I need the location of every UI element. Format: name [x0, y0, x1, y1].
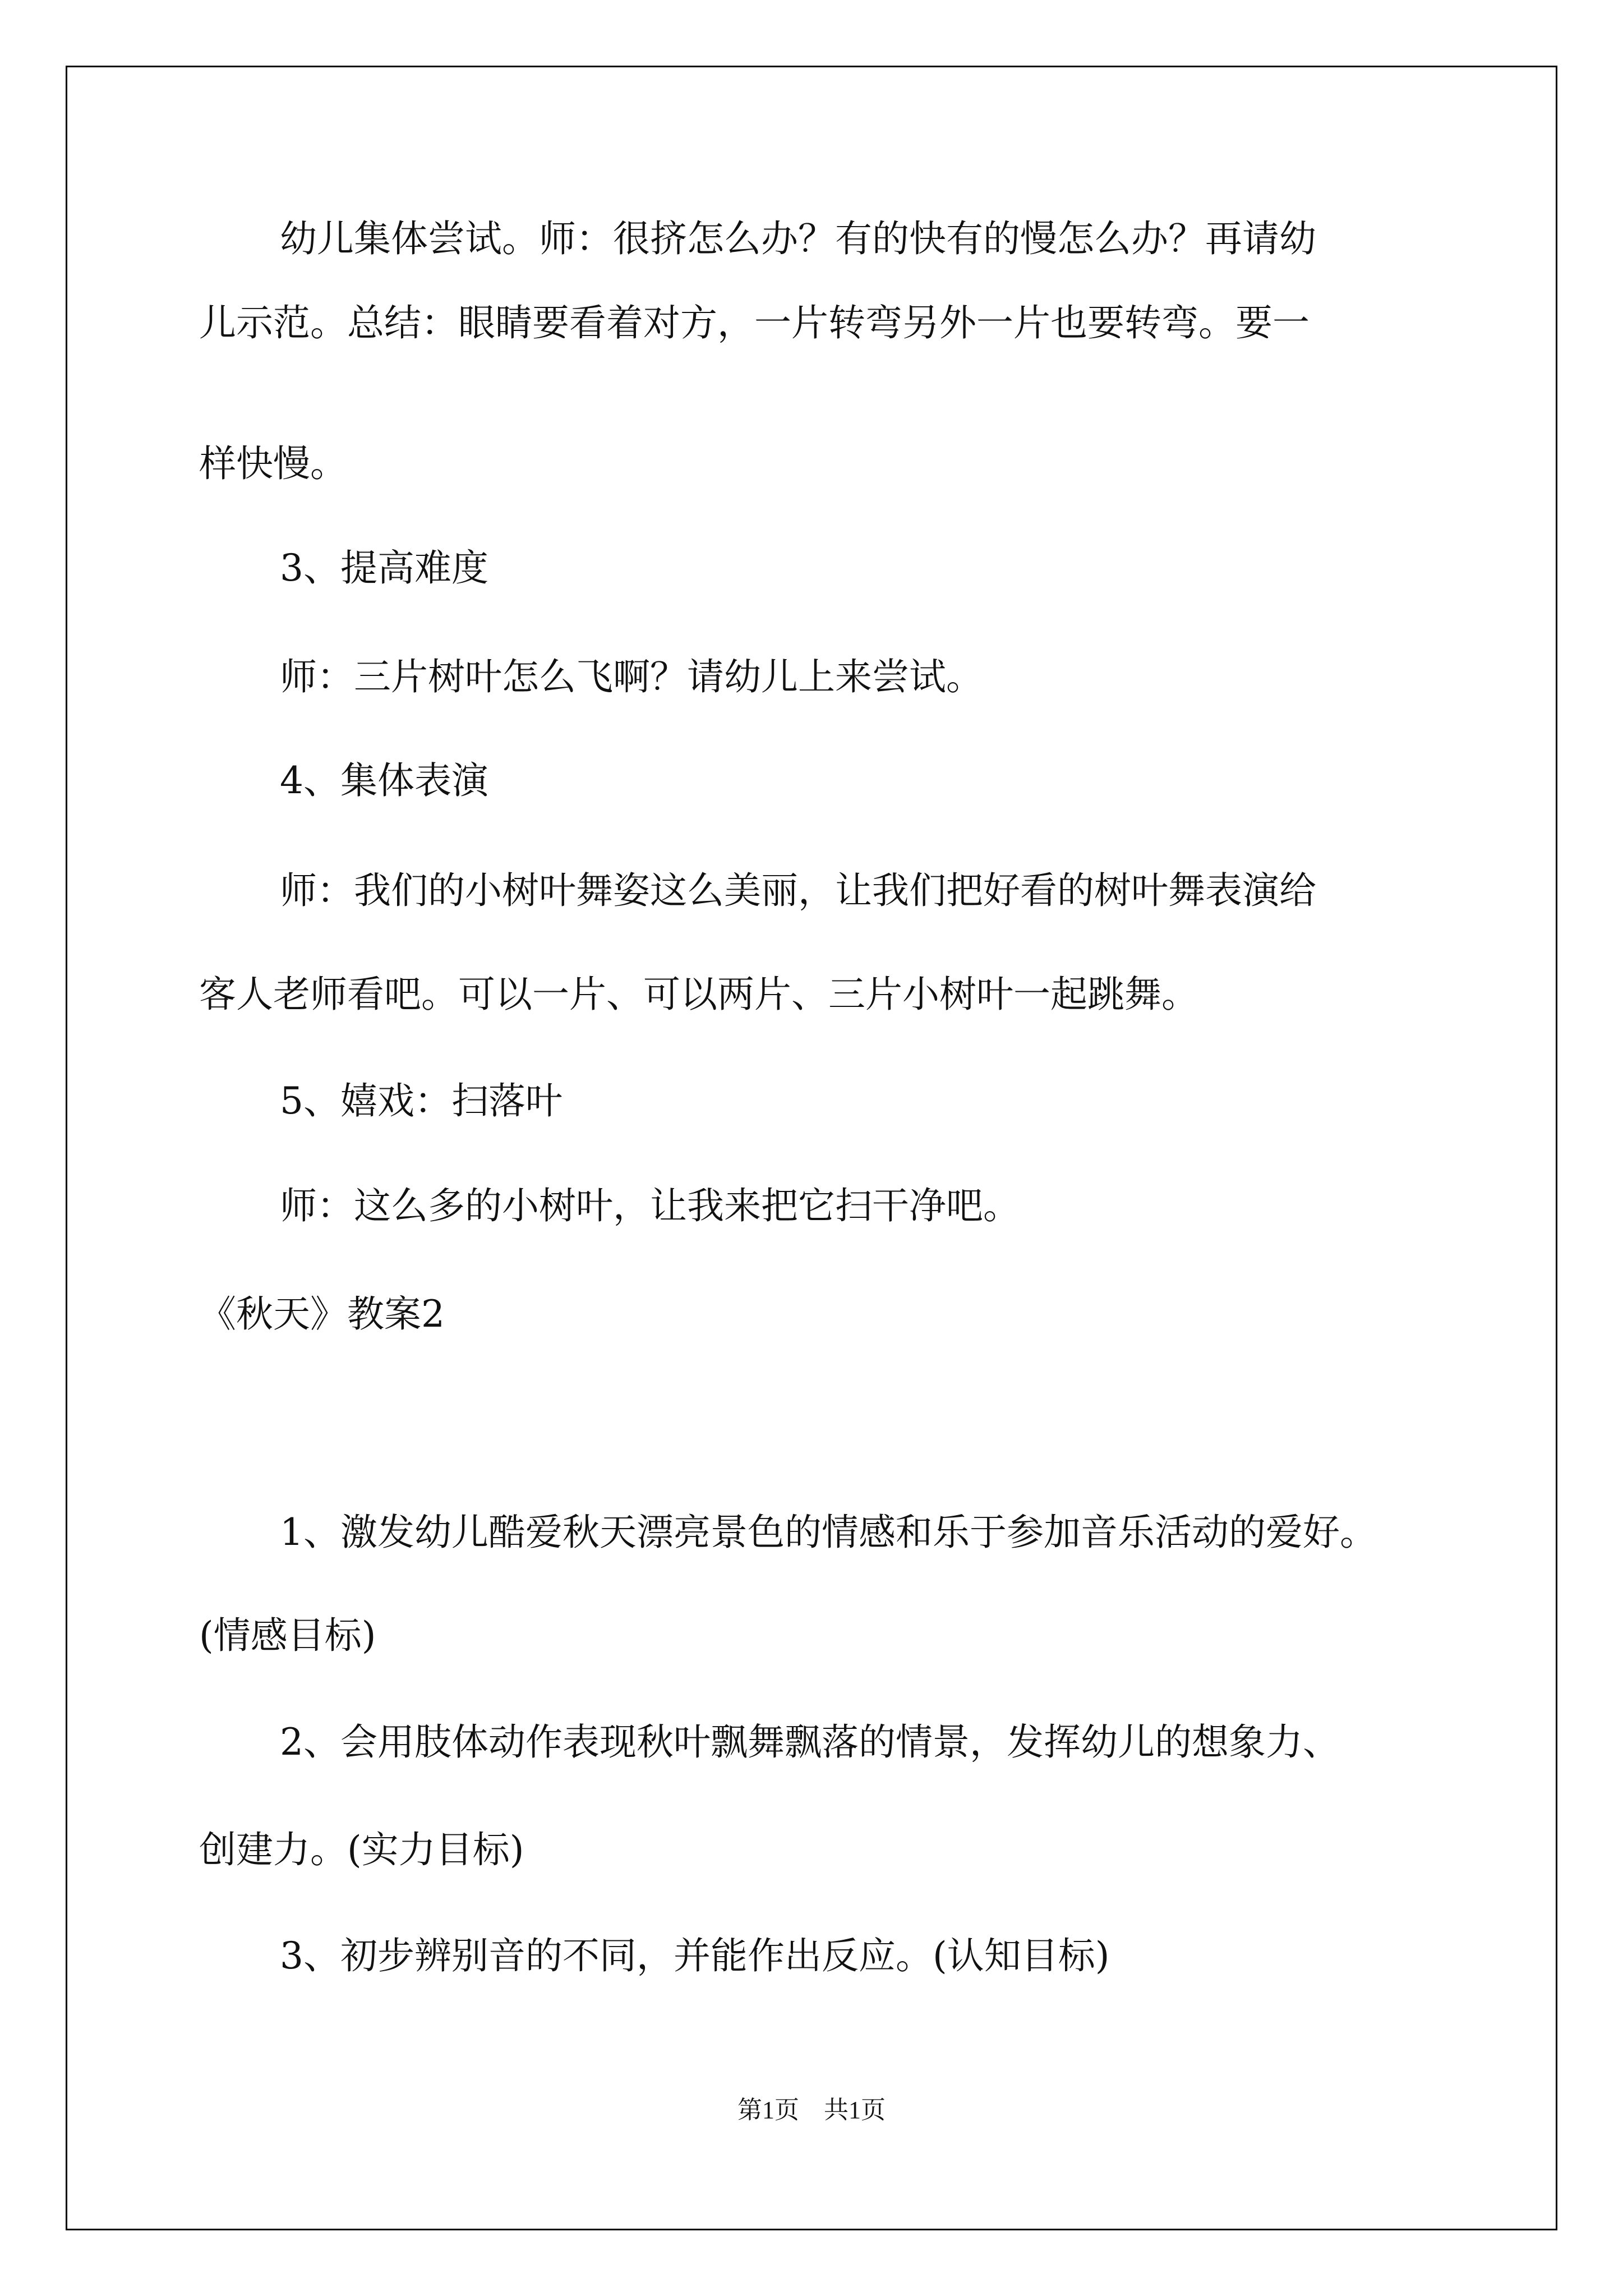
paragraph-line: 师：三片树叶怎么飞啊？请幼儿上来尝试。 — [280, 655, 983, 698]
section-heading: 5、嬉戏：扫落叶 — [280, 1079, 562, 1122]
page-footer: 第1页 共1页 — [737, 2096, 886, 2124]
paragraph-line: 3、初步辨别音的不同，并能作出反应。(认知目标) — [280, 1934, 1110, 1977]
section-heading: 3、提高难度 — [280, 546, 488, 590]
paragraph-line: (情感目标) — [199, 1614, 376, 1657]
paragraph-line: 样快慢。 — [199, 442, 347, 485]
paragraph-line: 创建力。(实力目标) — [199, 1828, 524, 1871]
section-heading: 4、集体表演 — [280, 759, 488, 802]
paragraph-line: 2、会用肢体动作表现秋叶飘舞飘落的情景，发挥幼儿的想象力、 — [280, 1720, 1340, 1764]
document-title: 《秋天》教案2 — [199, 1292, 445, 1336]
paragraph-line: 儿示范。总结：眼睛要看着对方，一片转弯另外一片也要转弯。要一 — [199, 301, 1310, 344]
paragraph-line: 师：这么多的小树叶，让我来把它扫干净吧。 — [280, 1184, 1020, 1227]
paragraph-line: 1、激发幼儿酷爱秋天漂亮景色的情感和乐于参加音乐活动的爱好。 — [280, 1511, 1377, 1554]
page-border — [66, 66, 1557, 2230]
paragraph-line: 师：我们的小树叶舞姿这么美丽，让我们把好看的树叶舞表演给 — [280, 869, 1316, 912]
paragraph-line: 幼儿集体尝试。师：很挤怎么办？有的快有的慢怎么办？再请幼 — [280, 217, 1316, 260]
paragraph-line: 客人老师看吧。可以一片、可以两片、三片小树叶一起跳舞。 — [199, 973, 1198, 1016]
